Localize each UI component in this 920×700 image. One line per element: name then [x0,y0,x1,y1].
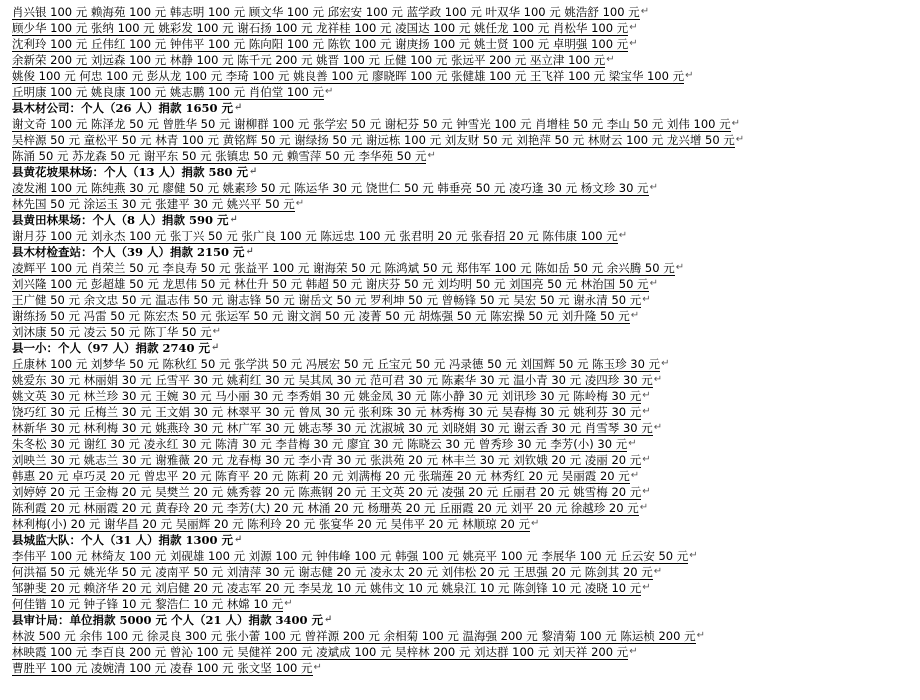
paragraph-mark-icon: ↵ [653,566,663,577]
paragraph-mark-icon: ↵ [229,214,238,225]
paragraph-mark-icon: ↵ [731,118,740,129]
section-heading [12,164,912,180]
paragraph-mark-icon: ↵ [629,38,638,49]
donor-line [12,468,912,484]
donor-line [12,260,912,276]
donor-line-text: 曹胜平 100 元 凌婉清 100 元 凌春 100 元 张文坚 100 元 [12,661,313,675]
paragraph-mark-icon: ↵ [735,134,745,145]
section-heading [12,532,912,548]
donor-line [12,660,912,676]
donor-line [12,20,912,36]
paragraph-mark-icon: ↵ [211,342,220,353]
donor-line [12,36,912,52]
paragraph-mark-icon: ↵ [649,182,658,193]
paragraph-mark-icon: ↵ [649,278,658,289]
paragraph-mark-icon: ↵ [212,326,222,337]
paragraph-mark-icon: ↵ [642,406,651,417]
paragraph-mark-icon: ↵ [685,70,694,81]
donor-line [12,644,912,660]
paragraph-mark-icon: ↵ [689,550,698,561]
donor-line [12,372,912,388]
donor-line-text: 饶巧红 30 元 丘梅兰 30 元 王文娟 30 元 林翠平 30 元 曾凤 30 元 张利珠 30 元 林秀梅 30 元 吴春梅 30 元 姚利芬 30 元 [12,405,642,419]
paragraph-mark-icon: ↵ [325,86,334,97]
section-heading-text: 县黄田林果场：个人（8 人）捐款 590 元 [12,213,229,227]
donor-line [12,148,912,164]
section-heading [12,340,912,356]
section-heading-text: 县审计局：单位捐款 5000 元 个人（21 人）捐款 3400 元 [12,613,324,627]
donor-line-text: 凌发湘 100 元 陈纯燕 30 元 廖健 50 元 姚素珍 50 元 陈运华 30 元 饶世仁 50 元 韩垂亮 50 元 凌巧逢 30 元 杨文珍 30 元 [12,181,649,195]
paragraph-mark-icon: ↵ [618,230,628,241]
donor-line-text: 李伟平 100 元 林绮友 100 元 刘砚雄 100 元 刘源 100 元 钟伟峰 100 元 韩强 100 元 姚亮平 100 元 李展华 100 元 丘云安 50 元 [12,549,689,563]
paragraph-mark-icon: ↵ [234,102,243,113]
donor-line-text: 丘明康 100 元 姚良康 100 元 姚志鹏 100 元 肖伯堂 100 元 [12,85,325,99]
donor-line-text: 沈利玲 100 元 丘伟红 100 元 钟伟平 100 元 陈向阳 100 元 陈钦 100 元 谢庚扬 100 元 姚士贤 100 元 卓明强 100 元 [12,37,629,51]
paragraph-mark-icon: ↵ [661,358,670,369]
paragraph-mark-icon: ↵ [639,502,649,513]
donor-line [12,4,912,20]
donor-line [12,308,912,324]
section-heading [12,100,912,116]
paragraph-mark-icon: ↵ [284,598,293,609]
paragraph-mark-icon: ↵ [234,534,243,545]
donor-line [12,180,912,196]
donor-line-text: 姚爱东 30 元 林丽娟 30 元 丘雪平 30 元 姚莉红 30 元 吴其凤 30 元 范可君 30 元 陈素华 30 元 温小青 30 元 凌四珍 30 元 [12,373,653,387]
paragraph-mark-icon: ↵ [653,422,663,433]
section-heading-text: 县木材检查站：个人（39 人）捐款 2150 元 [12,245,245,259]
donor-line-text: 姚文英 30 元 林兰珍 30 元 王婉 30 元 马小丽 30 元 李秀娟 30 元 姚金凤 30 元 陈小静 30 元 刘讯珍 30 元 陈岭梅 30 元 [12,389,642,403]
paragraph-mark-icon: ↵ [606,54,615,65]
section-heading-text: 县木材公司：个人（26 人）捐款 1650 元 [12,101,234,115]
donor-line [12,52,912,68]
paragraph-mark-icon: ↵ [324,614,333,625]
donor-line [12,596,912,612]
donor-line [12,196,912,212]
donor-line-text: 林映霞 100 元 李百良 200 元 曾沁 100 元 吴健祥 200 元 凌斌成 100 元 吴梓林 200 元 刘达群 100 元 刘天祥 200 元 [12,645,629,659]
section-heading [12,612,912,628]
donor-line [12,388,912,404]
donor-line [12,420,912,436]
donor-line-text: 王广健 50 元 余文忠 50 元 温志伟 50 元 谢志锋 50 元 谢岳文 50 元 罗利坤 50 元 曾畅锋 50 元 吴宏 50 元 谢永清 50 元 [12,293,642,307]
donor-line [12,452,912,468]
donor-line-text: 凌辉平 100 元 肖荣兰 50 元 李良寿 50 元 张益平 100 元 谢海荣 50 元 陈鸿斌 50 元 郑伟军 100 元 陈如岳 50 元 余兴腾 50 元 [12,261,675,275]
donor-line-text: 肖兴银 100 元 赖海苑 100 元 韩志明 100 元 顾文华 100 元 邱宏安 100 元 蓝学政 100 元 叶双华 100 元 姚浩舒 100 元 [12,5,640,19]
donor-line-text: 林利梅(小) 20 元 谢华昌 20 元 吴丽辉 20 元 陈利玲 20 元 张宴华 20 元 吴伟平 20 元 林顺琼 20 元 [12,517,531,531]
paragraph-mark-icon: ↵ [313,662,322,673]
donor-line-text: 顾少华 100 元 张纳 100 元 姚彩发 100 元 谢石扬 100 元 龙祥桂 100 元 凌国达 100 元 姚任龙 100 元 肖松华 100 元 [12,21,629,35]
paragraph-mark-icon: ↵ [629,646,638,657]
donor-line [12,628,912,644]
donor-line-text: 姚俊 100 元 何忠 100 元 彭从龙 100 元 李琦 100 元 姚良善 100 元 廖晓晖 100 元 张健雄 100 元 王飞祥 100 元 梁宝华 100 元 [12,69,685,83]
donor-line [12,356,912,372]
donor-line-text: 刘兴隆 100 元 彭超雄 50 元 龙思伟 50 元 林仕升 50 元 韩超 50 元 谢庆芬 50 元 刘均明 50 元 刘国亮 50 元 林治国 50 元 [12,277,649,291]
donor-line [12,116,912,132]
donor-line-text: 韩惠 20 元 卓巧灵 20 元 曾忠平 20 元 陈育平 20 元 陈莉 20 元 刘满梅 20 元 张瑞莲 20 元 林秀红 20 元 吴丽霞 20 元 [12,469,630,483]
section-heading-text: 县城监大队：个人（31 人）捐款 1300 元 [12,533,234,547]
donor-line-text: 吴梓源 50 元 童松平 50 元 林青 100 元 黄铭辉 50 元 谢绿扬 50 元 谢远栋 100 元 刘友财 50 元 刘艳萍 50 元 林财云 100 元 龙兴增 50 元 [12,133,735,147]
section-heading [12,244,912,260]
donor-line [12,484,912,500]
donor-line-text: 林先国 50 元 涂运玉 30 元 张建平 30 元 姚兴平 50 元 [12,197,295,211]
paragraph-mark-icon: ↵ [642,582,651,593]
donor-line-text: 朱冬松 30 元 谢红 30 元 凌永红 30 元 陈清 30 元 李昔梅 30 元 廖宜 30 元 陈晓云 30 元 曾秀珍 30 元 李芳(小) 30 元 [12,437,628,451]
donor-line-text: 刘沐康 50 元 凌云 50 元 陈丁华 50 元 [12,325,212,339]
donor-line-text: 何洪福 50 元 姚光华 50 元 凌南平 50 元 刘清萍 30 元 谢志健 20 元 凌永太 20 元 刘伟松 20 元 王思强 20 元 陈剑其 20 元 [12,565,653,579]
paragraph-mark-icon: ↵ [628,438,637,449]
donor-line [12,516,912,532]
donor-line [12,132,912,148]
paragraph-mark-icon: ↵ [642,294,651,305]
paragraph-mark-icon: ↵ [629,22,638,33]
paragraph-mark-icon: ↵ [531,518,540,529]
donor-line [12,500,912,516]
donor-line-text: 陈利霞 20 元 林丽霞 20 元 黄春玲 20 元 李芳(大) 20 元 林涌 20 元 杨珊英 20 元 丘丽霞 20 元 刘平 20 元 徐越珍 20 元 [12,501,639,515]
paragraph-mark-icon: ↵ [630,310,640,321]
donor-line [12,436,912,452]
paragraph-mark-icon: ↵ [642,454,651,465]
paragraph-mark-icon: ↵ [653,374,663,385]
donor-line [12,548,912,564]
donor-line-text: 何佳锴 10 元 钟子锋 10 元 黎浩仁 10 元 林嫦 10 元 [12,597,284,611]
section-heading [12,212,912,228]
donor-line-text: 林波 500 元 余伟 100 元 徐灵良 300 元 张小蕾 100 元 曾祥源 200 元 余相菊 100 元 温海强 200 元 黎清菊 100 元 陈运桢 200 元 [12,629,696,643]
paragraph-mark-icon: ↵ [427,150,436,161]
donor-line-text: 余新荣 200 元 刘远森 100 元 林静 100 元 陈千元 200 元 姚晋 100 元 丘健 100 元 张远平 200 元 巫立津 100 元 [12,53,606,67]
donor-line [12,276,912,292]
donor-line [12,84,912,100]
donor-line-text: 刘婷婷 20 元 王金梅 20 元 吴樊兰 20 元 姚秀蓉 20 元 陈燕钢 20 元 王文英 20 元 凌强 20 元 丘丽君 20 元 姚雪梅 20 元 [12,485,642,499]
section-heading-text: 县黄花坡果林场：个人（13 人）捐款 580 元 [12,165,249,179]
donor-line [12,228,912,244]
donor-line-text: 谢练扬 50 元 冯雷 50 元 陈宏杰 50 元 张运军 50 元 谢文润 50 元 凌菁 50 元 胡炼强 50 元 陈宏操 50 元 刘升隆 50 元 [12,309,630,323]
donor-line [12,580,912,596]
paragraph-mark-icon: ↵ [675,262,685,273]
donor-line-text: 丘康林 100 元 刘梦华 50 元 陈秋红 50 元 张学洪 50 元 冯展宏 50 元 丘宝元 50 元 冯录德 50 元 刘国辉 50 元 陈玉珍 30 元 [12,357,661,371]
paragraph-mark-icon: ↵ [630,470,640,481]
paragraph-mark-icon: ↵ [249,166,258,177]
paragraph-mark-icon: ↵ [696,630,705,641]
donor-line [12,404,912,420]
donor-line-text: 陈涌 50 元 苏龙森 50 元 谢平东 50 元 张镇忠 50 元 赖雪萍 50 元 李华苑 50 元 [12,149,427,163]
donor-line-text: 谢月芬 100 元 刘永杰 100 元 张丁兴 50 元 张广良 100 元 陈远忠 100 元 张君明 20 元 张春招 20 元 陈伟康 100 元 [12,229,618,243]
donor-line-text: 林新华 30 元 林利梅 30 元 姚燕玲 30 元 林广军 30 元 姚志琴 30 元 沈淑城 30 元 刘晓娟 30 元 谢云香 30 元 肖雪琴 30 元 [12,421,653,435]
paragraph-mark-icon: ↵ [642,486,651,497]
paragraph-mark-icon: ↵ [642,390,651,401]
paragraph-mark-icon: ↵ [295,198,305,209]
donor-line-text: 谢文奇 100 元 陈泽龙 50 元 曾胜华 50 元 谢柳群 100 元 张学宏 50 元 谢杞芬 50 元 钟雪光 100 元 肖增桂 50 元 李山 50 元 刘伟 100 元 [12,117,731,131]
section-heading-text: 县一小：个人（97 人）捐款 2740 元 [12,341,211,355]
paragraph-mark-icon: ↵ [640,6,650,17]
donor-line [12,324,912,340]
donor-line-text: 刘映兰 30 元 姚志兰 30 元 谢雅薇 20 元 龙春梅 30 元 李小青 30 元 张洪苑 20 元 林丰兰 30 元 刘钦娥 20 元 凌丽 20 元 [12,453,642,467]
donor-line [12,68,912,84]
paragraph-mark-icon: ↵ [245,246,254,257]
donor-line [12,292,912,308]
donation-list-document [12,4,912,676]
donor-line [12,564,912,580]
donor-line-text: 邹翀斐 20 元 赖济华 20 元 刘启健 20 元 凌志军 20 元 李吴龙 10 元 姚伟文 10 元 姚泉江 10 元 陈剑锋 10 元 凌晓 10 元 [12,581,642,595]
